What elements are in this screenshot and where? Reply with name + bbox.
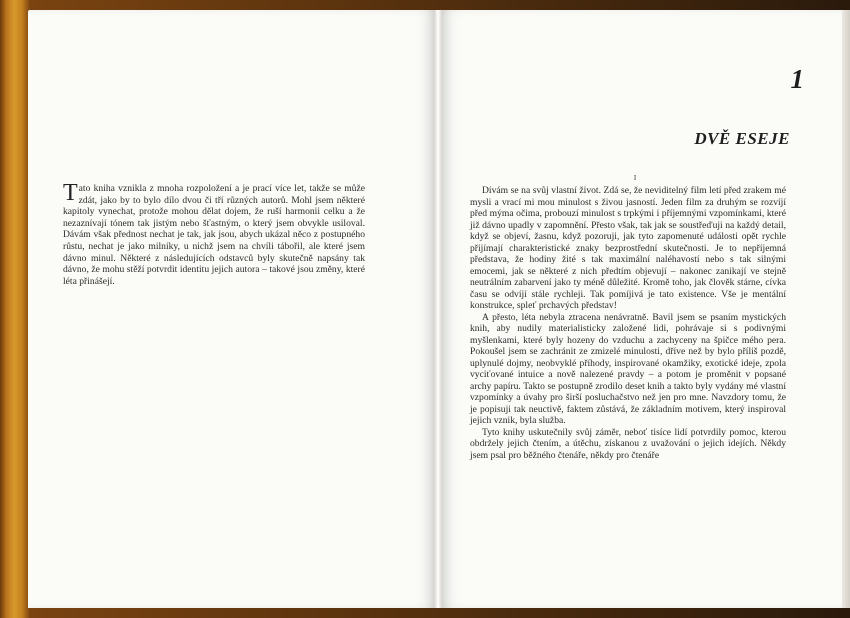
page-stack-edge	[842, 10, 850, 608]
essay-paragraph-1: Dívám se na svůj vlastní život. Zdá se, že neviditelný film letí před zrakem mé mysli a vrací mi mou minulost s živou jasností. Jeden film za druhým se rozvíjí před mýma očima, probouzí minulost s trpkými i příjemnými vzpomínkami, které již dávno upadly v zapomnění. Přesto však, tak jak se soustřeďuji na každý detail, když se objeví, žasnu, když pozoruji, jak tyto zapomenuté události opět rychle přijímají charakteristické znaky bezprostřední skutečnosti. Je to nepříjemná představa, že hodiny žité s tak maximální naléhavostí nebo s tak silnými emocemi, jak se některé z nich předtím objevují – nakonec zanikají ve stejně neutrálním zabarvení jako ty méně důležité. Kromě toho, jak člověk stárne, cívka času se odvíjí stále rychleji. Tak pomíjivá je tato existence. Vše je mentální konstrukce, spleť prchavých představ!	[470, 185, 786, 311]
preface-text	[63, 180, 365, 287]
book-gutter	[434, 10, 442, 608]
essay-paragraph-3: Tyto knihy uskutečnily svůj záměr, neboť tisíce lidí potvrdily pomoc, kterou obdržely jejich čtením, a útěchu, získanou z uvažování o jejich idejích. Někdy jsem psal pro běžného čtenáře, někdy pro čtenáře	[470, 426, 786, 461]
chapter-number: 1	[790, 64, 804, 94]
essay-paragraph-2: A přesto, léta nebyla ztracena nenávratně. Bavil jsem se psaním mystických knih, aby nudily materialisticky založené lidi, pohrávaje si s podivnými myšlenkami, které byly hozeny do vzduchu a zachyceny na špičce mého pera. Pokoušel jsem se zachránit ze zmizelé minulosti, dříve než by bylo příliš pozdě, uplynulé dojmy, neobvyklé příhody, inspirované okamžiky, exotické ideje, zpola vyciťované intuice a nově nalezené pravdy – a potom je proměnit v popsané archy papíru. Takto se postupně zrodilo deset knih a takto byly vydány mé vlastní vzpomínky a úvahy pro širší posluchačstvo než jen pro mne. Navzdory tomu, že je popisuji tak neuctivě, faktem zůstává, že základním motivem, který inspiroval jejich vznik, byla služba.	[470, 311, 786, 426]
preface-body: ato kniha vznikla z mnoha rozpoložení a je prací více let, takže se může zdát, jako by to bylo dílo dvou či tří různých autorů. Mohl jsem některé kapitoly vynechat, protože mohou dělat dojem, že ruší harmonii celku a že nezaznívají tónem tak jistým nebo šťastným, o který jsem obvykle usiloval. Dávám však přednost nechat je tak, jak jsou, abych ukázal něco z postupného růstu, nechat je jako milníky, u nichž jsem na chvíli tábořil, ale které jsem dávno minul. Některé z následujících odstavců byly skutečně napsány tak dávno, že mohu stěží potvrdit identitu jejich autora – takové jsou změny, které léta přinášejí.	[63, 183, 365, 287]
essay-text	[470, 185, 786, 461]
preface-dropcap: T	[63, 180, 78, 206]
preface-paragraph	[63, 180, 365, 287]
left-page	[28, 10, 438, 608]
section-marker: I	[633, 174, 637, 182]
chapter-title: DVĚ ESEJE	[694, 129, 790, 148]
